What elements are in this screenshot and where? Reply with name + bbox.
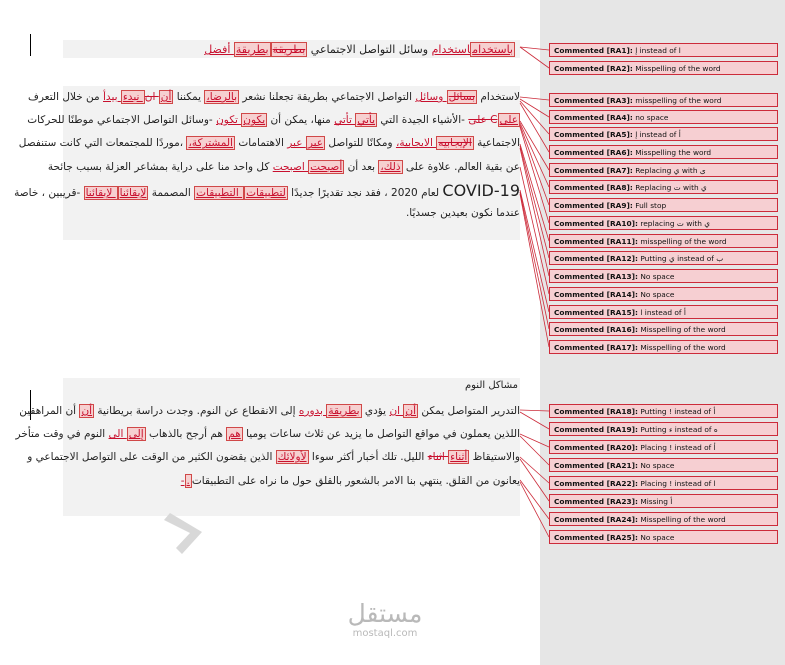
comment-ra7[interactable]: Commented [RA7]: Replacing ي with ى [549, 163, 778, 177]
comment-ra9[interactable]: Commented [RA9]: Full stop [549, 198, 778, 212]
text-run: عن بقية العالم. علاوة على [402, 160, 520, 173]
tracked-insertion[interactable]: تأتي [334, 114, 356, 127]
tracked-insertion[interactable]: هم [228, 428, 241, 441]
comment-ra23[interactable]: Commented [RA23]: Missing أ [549, 494, 778, 508]
text-run: من خلال التعرف [27, 91, 104, 103]
comment-ra19[interactable]: Commented [RA19]: Putting ء instead of ه [549, 422, 778, 436]
text-run: المصممة [148, 186, 195, 199]
tracked-deletion[interactable]: ان [144, 91, 159, 103]
comment-ra3[interactable]: Commented [RA3]: misspelling of the word [549, 93, 778, 107]
tracked-insertion[interactable]: لإبقائنا [119, 186, 147, 199]
comment-ra11[interactable]: Commented [RA11]: misspelling of the word [549, 234, 778, 248]
tracked-insertion[interactable]: اصبحت [272, 160, 309, 173]
tracked-insertion[interactable]: تكون [216, 114, 242, 127]
comment-ra16[interactable]: Commented [RA16]: Misspelling of the word [549, 322, 778, 336]
watermark-latin: mostaql.com [352, 628, 418, 639]
text-run: يعانون من القلق. ينتهي بنا الامر بالشعور بالقلق حول ما نراه على التطبيقات [191, 474, 520, 487]
comment-ra18[interactable]: Commented [RA18]: Putting ! instead of أ [549, 404, 778, 418]
tracked-insertion[interactable]: يكون [243, 114, 266, 127]
text-run: هم أرجح بالذهاب [145, 428, 227, 441]
comment-ra4[interactable]: Commented [RA4]: no space [549, 110, 778, 124]
text-run: ،موردًا للمجتمعات التي كانت ستنفصل [18, 137, 187, 150]
para2-line-1 [19, 400, 520, 423]
insertion-cursor [30, 34, 31, 56]
text-run: يمكننا [173, 91, 205, 103]
para2-line-4 [63, 470, 520, 493]
text-run: عندما نكون بعيدين جسديًا. [405, 206, 520, 219]
tracked-deletion[interactable]: بسائل [448, 91, 475, 103]
para2-line-3 [27, 446, 520, 469]
title-text: وسائل التواصل الاجتماعي [307, 43, 432, 56]
text-run: كل واحد منا على دراية بمشاعر العزلة بسبب جائحة [47, 160, 273, 173]
tracked-insertion[interactable]: على [499, 114, 518, 127]
tracked-insertion[interactable]: عبر [287, 137, 306, 150]
text-run: الليل. تلك أخبار أكثر سوءا [308, 451, 428, 464]
tracked-insertion[interactable]: وسائل [415, 91, 447, 103]
tracked-insertion[interactable]: لتطبيقات [246, 186, 286, 199]
tracked-insertion[interactable]: لإبقائنا [85, 186, 116, 199]
para2-line-2 [15, 423, 520, 446]
comment-ra24[interactable]: Commented [RA24]: Misspelling of the word [549, 512, 778, 526]
tracked-insertion[interactable]: نبدء [122, 91, 143, 103]
tracked-insertion[interactable]: أن [160, 91, 172, 103]
section-heading: مشاكل النوم [464, 380, 518, 391]
text-run: -وسائل التواصل الاجتماعي موطنًا للحركات [27, 114, 217, 127]
document-title [204, 43, 515, 56]
text-run: -قريبين ، خاصة [14, 186, 84, 199]
tracked-insertion[interactable]: أن [81, 405, 93, 417]
tracked-insertion[interactable]: أثناء [450, 451, 468, 464]
text-run: أن المراهقين [19, 405, 80, 417]
comment-ra25[interactable]: Commented [RA25]: No space [549, 530, 778, 544]
text-run: الاهتمامات [234, 137, 288, 150]
para1-line-3 [18, 132, 520, 155]
comment-ra21[interactable]: Commented [RA21]: No space [549, 458, 778, 472]
covid-label: COVID-19 [442, 180, 520, 200]
text-run: النوم في وقت متأخر [15, 428, 109, 441]
tracked-deletion[interactable]: الإيجابيه [438, 137, 472, 150]
text-run: والاستيقاظ [469, 451, 520, 464]
tracked-insertion[interactable]: بدوره [298, 405, 327, 417]
para1-line-5 [14, 179, 520, 202]
title-delete-1[interactable]: بطريقة [272, 43, 306, 56]
comment-ra10[interactable]: Commented [RA10]: replacing ت with ي [549, 216, 778, 230]
text-run: لعام 2020 ، فقد نجد تقديرًا جديدًا [287, 186, 443, 199]
tracked-insertion[interactable]: أصبحت [310, 160, 343, 173]
tracked-insertion[interactable]: المشتركة، [188, 137, 233, 150]
text-run: اللذين يعملون في مواقع التواصل ما يزيد عن ثلاث ساعات يوميا [242, 428, 520, 441]
watermark-logo [345, 600, 425, 639]
paragraph-2 [15, 400, 520, 493]
tracked-insertion[interactable]: بطريقة [328, 405, 360, 417]
para1-line-6 [63, 202, 520, 225]
tracked-insertion[interactable]: لأولائك [277, 451, 307, 464]
comment-ra17[interactable]: Commented [RA17]: Misspelling of the word [549, 340, 778, 354]
tracked-deletion[interactable]: C على [468, 114, 498, 127]
para1-line-4 [47, 156, 520, 179]
tracked-insertion[interactable]: يأتي [357, 114, 376, 127]
comment-ra20[interactable]: Commented [RA20]: Placing ! instead of أ [549, 440, 778, 454]
comment-ra6[interactable]: Commented [RA6]: Misspelling the word [549, 145, 778, 159]
watermark-arabic: مستقل [347, 599, 423, 628]
tracked-insertion[interactable]: - [180, 474, 185, 487]
tracked-insertion[interactable]: إلى [128, 428, 144, 441]
tracked-insertion[interactable]: التطبيقات [196, 186, 243, 199]
text-run: التواصل الاجتماعي بطريقة تجعلنا نشعر [239, 91, 416, 103]
tracked-deletion[interactable]: اثناء [427, 451, 449, 464]
paragraph-1 [14, 86, 520, 225]
title-insert-4[interactable]: أفضل [204, 43, 234, 56]
title-insert-3[interactable]: بطريقة [235, 43, 269, 56]
text-run: بعد أن [344, 160, 379, 173]
comment-ra13[interactable]: Commented [RA13]: No space [549, 269, 778, 283]
tracked-insertion[interactable]: الايجابية، [395, 137, 437, 150]
tracked-insertion[interactable]: ان [389, 405, 404, 417]
text-run: الاجتماعية [473, 137, 520, 150]
text-run: الذين يقضون الكثير من الوقت على التواصل الاجتماعي و [27, 451, 276, 464]
comment-ra15[interactable]: Commented [RA15]: ا instead of أ [549, 305, 778, 319]
watermark-chevron-icon [160, 508, 220, 558]
comment-ra8[interactable]: Commented [RA8]: Replacing ت with ي [549, 180, 778, 194]
comment-ra12[interactable]: Commented [RA12]: Putting ي instead of ب [549, 251, 778, 265]
comment-ra14[interactable]: Commented [RA14]: No space [549, 287, 778, 301]
title-insert-1[interactable]: باستخدام [472, 43, 513, 56]
tracked-insertion[interactable]: ذلك، [380, 160, 401, 173]
para1-line-2 [27, 109, 520, 132]
text-run: إلى الانقطاع عن النوم. وجدت دراسة بريطانية [94, 405, 299, 417]
tracked-insertion[interactable]: أن [405, 405, 417, 417]
tracked-insertion[interactable]: . [186, 474, 190, 487]
text-run: التدرير المتواصل يمكن [418, 405, 520, 417]
title-insert-2[interactable]: استخدام [431, 43, 471, 56]
tracked-insertion[interactable]: الى [108, 428, 127, 441]
tracked-insertion[interactable]: عبر [307, 137, 324, 150]
comment-ra22[interactable]: Commented [RA22]: Placing ! instead of ا [549, 476, 778, 490]
comment-ra1[interactable]: Commented [RA1]: إ instead of ا [549, 43, 778, 57]
tracked-insertion[interactable]: بالرضا، [206, 91, 238, 103]
text-run: منها، يمكن أن [267, 114, 335, 127]
text-run: لاستخدام [477, 91, 520, 103]
comment-ra5[interactable]: Commented [RA5]: إ instead of أ [549, 127, 778, 141]
text-run: ومكانًا للتواصل [325, 137, 396, 150]
comment-ra2[interactable]: Commented [RA2]: Misspelling of the word [549, 61, 778, 75]
text-run: -الأشياء الجيدة التي [377, 114, 469, 127]
para1-line-1 [27, 86, 520, 109]
text-run: يؤدي [361, 405, 390, 417]
tracked-insertion[interactable]: بيدأ [103, 91, 121, 103]
